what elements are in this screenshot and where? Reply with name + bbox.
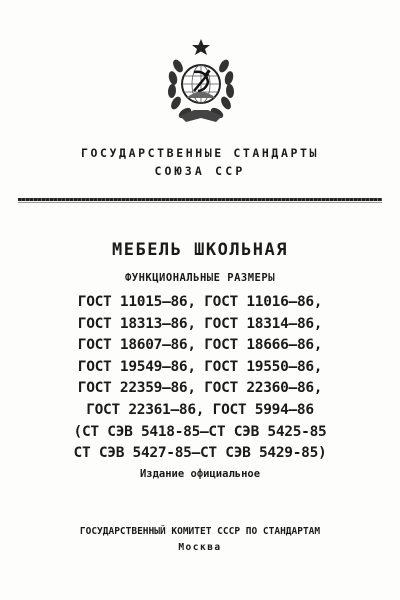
standards-line: ГОСТ 19549–86, ГОСТ 19550–86,	[77, 358, 323, 375]
document-title: МЕБЕЛЬ ШКОЛЬНАЯ	[111, 240, 289, 260]
standards-line: СТ СЭВ 5427-85–СТ СЭВ 5429-85)	[73, 445, 327, 462]
standards-line: ГОСТ 18607–86, ГОСТ 18666–86,	[77, 337, 323, 354]
standards-line: ГОСТ 22361–86, ГОСТ 5994–86	[86, 401, 314, 418]
standards-list	[0, 292, 400, 465]
ussr-coat-of-arms-icon	[164, 36, 238, 126]
publication-city: Москва	[178, 542, 222, 553]
document-subtitle: ФУНКЦИОНАЛЬНЫЕ РАЗМЕРЫ	[124, 272, 276, 284]
standards-line: ГОСТ 11015–86, ГОСТ 11016–86,	[77, 294, 323, 310]
standards-line: ГОСТ 18313–86, ГОСТ 18314–86,	[77, 315, 323, 332]
header-divider-thin	[18, 202, 382, 203]
publisher-name: ГОСУДАРСТВЕННЫЙ КОМИТЕТ СССР ПО СТАНДАРТАМ	[79, 526, 321, 537]
publisher-series-subtitle: СОЮЗА ССР	[154, 164, 246, 178]
edition-note: Издание официальное	[139, 468, 261, 480]
header-divider	[18, 198, 382, 201]
standards-line: ГОСТ 22359–86, ГОСТ 22360–86,	[77, 380, 323, 397]
publisher-series-title: ГОСУДАРСТВЕННЫЕ СТАНДАРТЫ	[80, 146, 320, 160]
standards-line: (СТ СЭВ 5418-85–СТ СЭВ 5425-85	[73, 423, 327, 440]
